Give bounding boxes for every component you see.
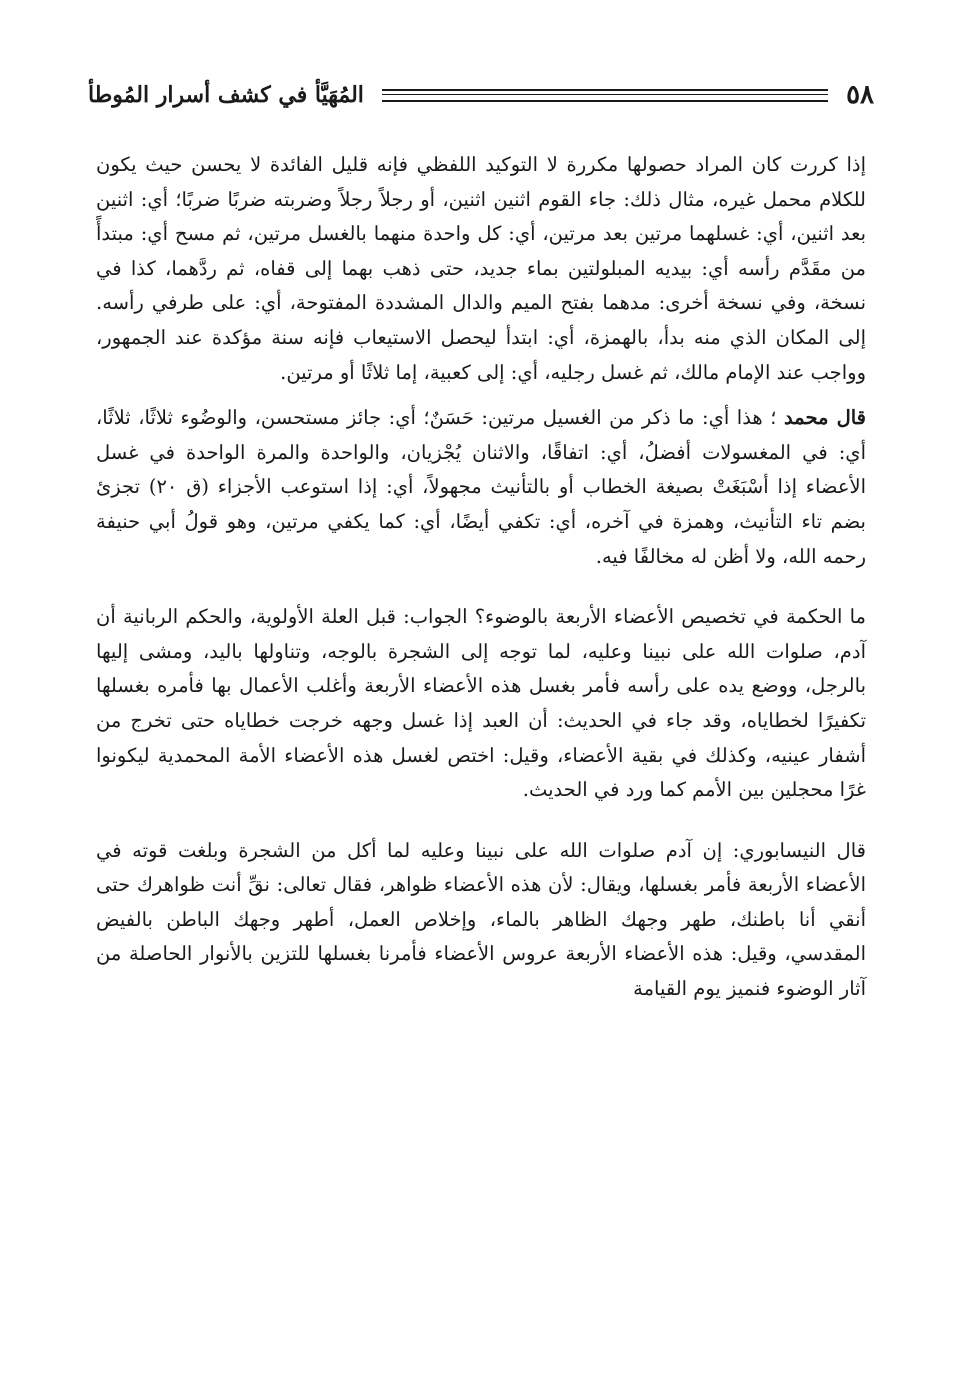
body-text	[96, 148, 866, 1018]
page-number: ٥٨	[846, 80, 874, 110]
book-title: المُهَيَّأ في كشف أسرار المُوطأ	[88, 82, 364, 108]
paragraph: ما الحكمة في تخصيص الأعضاء الأربعة بالوضوء؟ الجواب: قبل العلة الأولوية، والحكم الربانية أن آدم، صلوات الله على نبينا وعليه، لما توجه إلى الشجرة بالوجه، وتناولها باليد، ومشى إليها بالرجل، ووضع يده على رأسه فأمر بغسل هذه الأعضاء الأربعة وأغلب الأعمال بها فأمره بغسلها تكفيرًا لخطاياه، وقد جاء في الحديث: أن العبد إذا غسل وجهه خرجت خطاياه حتى تخرج من أشفار عينيه، وكذلك في بقية الأعضاء، وقيل: اختص لغسل هذه الأعضاء الأمة المحمدية ليكونوا غرًا محجلين بين الأمم كما ورد في الحديث.	[96, 605, 866, 802]
paragraph: قال النيسابوري: إن آدم صلوات الله على نبينا وعليه لما أكل من الشجرة وبلغت قوته في الأعضاء الأربعة فأمر بغسلها، ويقال: لأن هذه الأعضاء ظواهر، فقال تعالى: نقِّ أنت ظواهرك حتى أنقي أنا باطنك، طهر وجهك الظاهر بالماء، وإخلاص العمل، أطهر وجهك الباطن بالفيض المقدسي، وقيل: هذه الأعضاء الأربعة عروس الأعضاء فأمرنا بغسلها للتزين بالأنوار الحاصلة من آثار الوضوء فنميز يوم القيامة	[96, 838, 866, 1001]
paragraph: إذا كررت كان المراد حصولها مكررة لا التوكيد اللفظي فإنه قليل الفائدة لا يحسن حيث يكون للكلام محمل غيره، مثال ذلك: جاء القوم اثنين اثنين، أو رجلاً رجلاً وضربته ضربًا ضربًا؛ أي: اثنين بعد اثنين، أي: غسلهما مرتين بعد مرتين، أي: كل واحدة منهما بالغسل مرتين، ثم مسح أي: مبتدأً من مقَدَّم رأسه أي: بيديه المبلولتين بماء جديد، حتى ذهب بهما إلى قفاه، ثم ردَّهما، كذا في نسخة، وفي نسخة أخرى: مدهما بفتح الميم والدال المشددة المفتوحة، أي: على طرفي رأسه. إلى المكان الذي منه بدأ، بالهمزة، أي: ابتدأ ليحصل الاستيعاب فإنه سنة مؤكدة عند الجمهور، وواجب عند الإمام مالك، ثم غسل رجليه، أي: إلى كعبية، إما ثلاثًا أو مرتين.	[96, 153, 866, 384]
paragraph-text: ؛ هذا أي: ما ذكر من الغسيل مرتين: حَسَنٌ؛ أي: جائز مستحسن، والوضُوء ثلاثًا، ثلاثًا، أي: في المغسولات أفضلُ، أي: اتفاقًا، والاثنان يُجْزيان، والواحدة والمرة الواحدة في غسل الأعضاء إذا أسْبَغَتْ بصيغة الخطاب أو بالتأنيث مجهولاً، أي: إذا استوعب الأجزاء (ق ٢٠) تجزئ بضم تاء التأنيث، وهمزة في آخره، أي: تكفي أيضًا، أي: كما يكفي مرتين، وهو قولُ أبي حنيفة رحمه الله، ولا أظن له مخالفًا فيه.	[96, 406, 866, 568]
speaker-label: قال محمد	[783, 406, 867, 430]
page-header	[88, 78, 874, 112]
paragraph	[96, 401, 866, 574]
header-rule	[382, 89, 828, 102]
